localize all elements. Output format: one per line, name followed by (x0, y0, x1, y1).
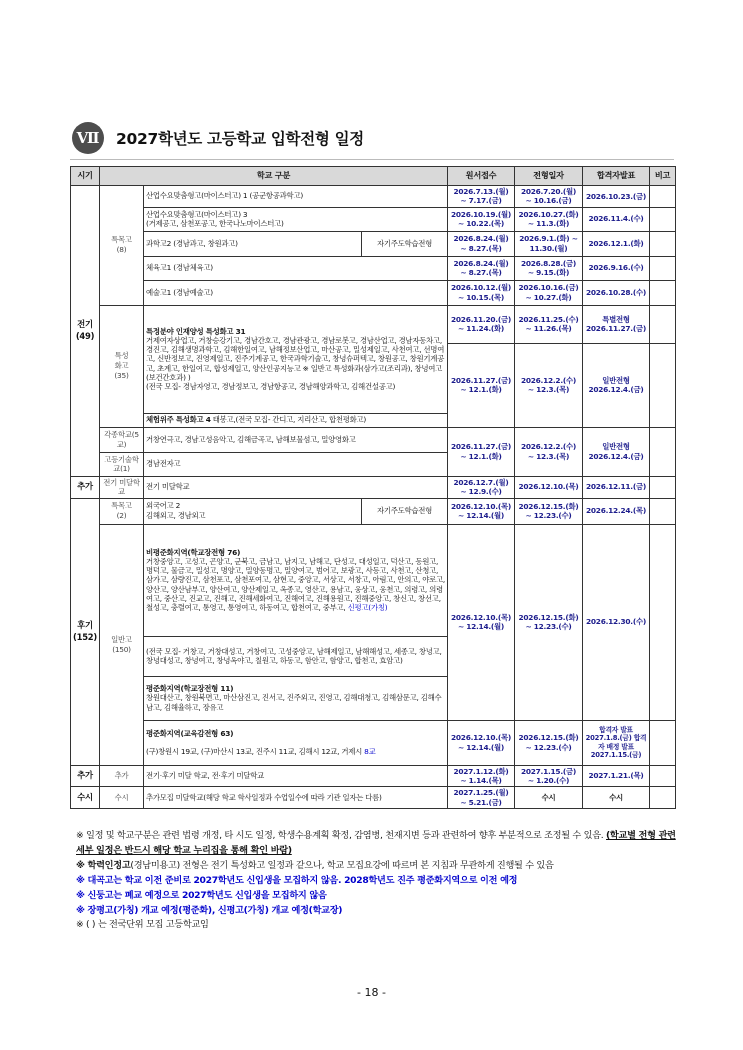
exam-cell: 2026.12.10.(목) (515, 476, 583, 498)
note-cell (650, 787, 676, 809)
apply-cell: 2026.10.19.(월) ~ 10.22.(목) (448, 207, 515, 231)
school-cell: 추가모집 미달학교(해당 학교 학사일정과 수업일수에 따라 기관 일자는 다름) (144, 787, 448, 809)
school-cell: 거창연극고, 경남고성음악고, 김해금곡고, 남해보물섬고, 밀양영화고 (144, 427, 448, 452)
school-cell: 체육고1 (경남체육고) (144, 256, 448, 280)
note-cell (650, 524, 676, 720)
note-item: ※ ( ) 는 전국단위 모집 고등학교임 (76, 919, 209, 931)
apply-cell: 2027.1.25.(월) ~ 5.21.(금) (448, 787, 515, 809)
period-extra: 수시 (71, 787, 100, 809)
period-add: 추가 (71, 476, 100, 498)
table-row (71, 476, 676, 498)
school-cell: 평준화지역(학교장전형 11) 창원대산고, 창원북면고, 마산삼진고, 진서고, 진주외고, 진영고, 김해대청고, 김해삼문고, 김해수남고, 김해율하고, 장유고 (144, 676, 448, 720)
header-period: 시기 (71, 167, 100, 186)
selection-type-cell: 자기주도학습전형 (362, 498, 448, 524)
page-number: - 18 - (357, 986, 386, 999)
group-general: 일반고 (150) (100, 524, 144, 765)
apply-cell: 2026.11.27.(금) ~ 12.1.(화) (448, 343, 515, 427)
school-cell: 전기·후기 미달 학교, 전·후기 미달학교 (144, 765, 448, 787)
group-various: 각종학교(5교) (100, 427, 144, 452)
table-row (71, 186, 676, 208)
result-cell: 2026.12.30.(수) (583, 524, 650, 720)
admission-schedule-table (70, 166, 676, 809)
result-cell: 2027.1.21.(목) (583, 765, 650, 787)
section-number-badge: Ⅶ (72, 122, 104, 154)
apply-cell: 2026.8.24.(월) ~ 8.27.(목) (448, 256, 515, 280)
table-row (71, 231, 676, 256)
table-row (71, 498, 676, 524)
note-item: ※ 신둥고는 폐교 예정으로 2027학년도 신입생을 모집하지 않음 (76, 889, 327, 901)
school-cell: 특정분야 인재양성 특성화고 31 거제여자상업고, 거창승강기고, 경남간호고, 경남관광고, 경남로봇고, 경남산업고, 경남자동차고, 경진고, 김해생명과학고, 김해한일여고, 남해정보산업고, 마산공고, 밀성제일고, 사천여고, 선명여고, 신반정보고, 진영제일고, 진주기계공고, 한국과학기술고, 창녕슈퍼텍고, 창원공고, 창원기계공고, 초계고, 한일여고, 합성제일고, 양산인공지능고 ※ 일반고 특성화과(삼가고(조리과), 창녕여고(보건간호과) ) (전국 모집- 경남자영고, 경남정보고, 경남항공고, 경남해양과학고, 김해건설공고) (144, 305, 448, 413)
group-late-special: 특목고 (2) (100, 498, 144, 524)
note-cell (650, 427, 676, 476)
table-row (71, 787, 676, 809)
exam-cell: 2027.1.15.(금) ~ 1.20.(수) (515, 765, 583, 787)
school-cell: 예술고1 (경남예술고) (144, 280, 448, 305)
school-cell: 외국어고 2 김해외고, 경남외고 (144, 498, 362, 524)
result-cell: 2026.12.11.(금) (583, 476, 650, 498)
note-cell (650, 231, 676, 256)
note-cell (650, 207, 676, 231)
table-row (71, 427, 676, 452)
exam-cell: 2026.10.16.(금) ~ 10.27.(화) (515, 280, 583, 305)
apply-cell: 2026.12.10.(목) ~ 12.14.(월) (448, 524, 515, 720)
header-apply: 원서접수 (448, 167, 515, 186)
selection-type-cell: 자기주도학습전형 (362, 231, 448, 256)
group-specialized: 특성 화고 (35) (100, 305, 144, 427)
header-exam: 전형일자 (515, 167, 583, 186)
note-cell (650, 498, 676, 524)
result-cell: 일반전형 2026.12.4.(금) (583, 427, 650, 476)
period-add2: 추가 (71, 765, 100, 787)
group-tech-school: 고등기술학교(1) (100, 452, 144, 476)
result-cell: 2026.11.4.(수) (583, 207, 650, 231)
section-title: 2027학년도 고등학교 입학전형 일정 (116, 130, 364, 148)
group-unfilled: 전기 미달학교 (100, 476, 144, 498)
section-divider (70, 159, 674, 160)
note-cell (650, 476, 676, 498)
exam-cell: 2026.12.15.(화) ~ 12.23.(수) (515, 524, 583, 720)
school-cell: 경남전자고 (144, 452, 448, 476)
exam-cell: 2026.12.2.(수) ~ 12.3.(목) (515, 427, 583, 476)
note-item: ※ 대곡고는 학교 이전 준비로 2027학년도 신입생을 모집하지 않음. 2028학년도 진주 평준화지역으로 이전 예정 (76, 874, 518, 886)
apply-cell: 2027.1.12.(화) ~ 1.14.(목) (448, 765, 515, 787)
section-heading (72, 121, 364, 155)
group-extra: 수시 (100, 787, 144, 809)
exam-cell: 2026.12.15.(화) ~ 12.23.(수) (515, 498, 583, 524)
table-row (71, 207, 676, 231)
apply-cell: 2026.12.7.(월) ~ 12.9.(수) (448, 476, 515, 498)
header-school: 학교 구분 (100, 167, 448, 186)
result-cell: 2026.9.16.(수) (583, 256, 650, 280)
apply-cell: 2026.7.13.(월) ~ 7.17.(금) (448, 186, 515, 208)
apply-cell: 2026.12.10.(목) ~ 12.14.(월) (448, 720, 515, 765)
exam-cell: 2026.10.27.(화) ~ 11.3.(화) (515, 207, 583, 231)
school-cell: 평준화지역(교육감전형 63) (구)창원시 19교, (구)마산시 13교, 진주시 11교, 김해시 12교, 거제시 8교 (144, 720, 448, 765)
exam-cell: 2026.12.2.(수) ~ 12.3.(목) (515, 343, 583, 427)
note-cell (650, 186, 676, 208)
note-cell (650, 720, 676, 765)
result-cell: 수시 (583, 787, 650, 809)
period-late: 후기 (152) (71, 498, 100, 765)
header-note: 비고 (650, 167, 676, 186)
note-item: ※ 장평고(가칭) 개교 예정(평준화), 신평고(가칭) 개교 예정(학교장) (76, 904, 343, 916)
exam-cell: 2026.11.25.(수) ~ 11.26.(목) (515, 305, 583, 343)
result-cell: 2026.12.24.(목) (583, 498, 650, 524)
school-cell: 체험위주 특성화고 4 태봉고,(전국 모집- 간디고, 지리산고, 합천평화고) (144, 413, 448, 427)
result-cell: 합격자 발표 2027.1.8.(금) 합격자 배정 발표 2027.1.15.(금) (583, 720, 650, 765)
table-row (71, 305, 676, 343)
group-add2: 추가 (100, 765, 144, 787)
note-cell (650, 305, 676, 343)
exam-cell: 2026.7.20.(월) ~ 10.16.(금) (515, 186, 583, 208)
apply-cell: 2026.11.20.(금) ~ 11.24.(화) (448, 305, 515, 343)
school-cell: 비평준화지역(학교장전형 76) 거창중앙고, 고성고, 곤양고, 군북고, 금남고, 남지고, 남해고, 단성고, 대성일고, 덕산고, 동원고, 명덕고, 물금고, 밀성고, 명양고, 밀양동명고, 밀양여고, 범어고, 보광고, 사등고, 사천고, 산청고, 삼가고, 삼량진고, 삼천포고, 삼천포여고, 삼현고, 중앙고, 서상고, 서창고, 아림고, 안의고, 야로고, 양산고, 양산남부고, 양산여고, 양산제일고, 옥종고, 영산고, 용남고, 웅상고, 웅천고, 의령고, 의령여고, 중산고, 진교고, 진해고, 진해세화여고, 진해여고, 진해용원고, 진해중앙고, 창신고, 창선고, 철성고, 충렬여고, 통영고, 통영여고, 하동여고, 합천여고, 중부고, 신평고(가칭) (144, 524, 448, 636)
table-row (71, 280, 676, 305)
header-result: 합격자발표 (583, 167, 650, 186)
table-header-row (71, 167, 676, 186)
school-cell: 과학고2 (경남과고, 창원과고) (144, 231, 362, 256)
note-cell (650, 280, 676, 305)
period-early: 전기 (49) (71, 186, 100, 477)
result-cell: 2026.10.28.(수) (583, 280, 650, 305)
result-cell: 일반전형 2026.12.4.(금) (583, 343, 650, 427)
note-item: ※ 일정 및 학교구분은 관련 법령 개정, 타 시도 일정, 학생수용계획 확정, 감염병, 천재지변 등과 관련하여 향후 부분적으로 조정될 수 있음. (학교별 전형 관련 세부 일정은 반드시 해당 학교 누리집을 통해 확인 바람) (76, 830, 676, 856)
result-cell: 특별전형 2026.11.27.(금) (583, 305, 650, 343)
result-cell: 2026.12.1.(화) (583, 231, 650, 256)
exam-cell: 2026.8.28.(금) ~ 9.15.(화) (515, 256, 583, 280)
school-cell: 산업수요맞춤형고(마이스터고) 1 (공군항공과학고) (144, 186, 448, 208)
table-row (71, 720, 676, 765)
group-special-purpose: 특목고 (8) (100, 186, 144, 306)
note-cell (650, 343, 676, 427)
school-cell: 전기 미달학교 (144, 476, 448, 498)
apply-cell: 2026.12.10.(목) ~ 12.14.(월) (448, 498, 515, 524)
result-cell: 2026.10.23.(금) (583, 186, 650, 208)
notes-block (76, 829, 676, 933)
school-cell: (전국 모집- 거창고, 거창대성고, 거창여고, 고성중앙고, 남해제일고, 남해해성고, 세종고, 창녕고, 창녕대성고, 창녕여고, 창녕옥야고, 칠원고, 하동고, 함안고, 함양고, 합천고, 효암고) (144, 636, 448, 676)
exam-cell: 2026.9.1.(화) ~ 11.30.(월) (515, 231, 583, 256)
note-cell (650, 256, 676, 280)
table-row (71, 524, 676, 636)
school-cell: 산업수요맞춤형고(마이스터고) 3 (거제공고, 삼천포공고, 한국나노마이스터고) (144, 207, 448, 231)
apply-cell: 2026.11.27.(금) ~ 12.1.(화) (448, 427, 515, 476)
note-item: ※ 학력인정고(경남미용고) 전형은 전기 특성화고 일정과 같으나, 학교 모집요강에 따르며 본 지침과 무관하게 진행될 수 있음 (76, 859, 554, 871)
note-cell (650, 765, 676, 787)
apply-cell: 2026.10.12.(월) ~ 10.15.(목) (448, 280, 515, 305)
table-row (71, 256, 676, 280)
table-row (71, 765, 676, 787)
exam-cell: 수시 (515, 787, 583, 809)
apply-cell: 2026.8.24.(월) ~ 8.27.(목) (448, 231, 515, 256)
exam-cell: 2026.12.15.(화) ~ 12.23.(수) (515, 720, 583, 765)
